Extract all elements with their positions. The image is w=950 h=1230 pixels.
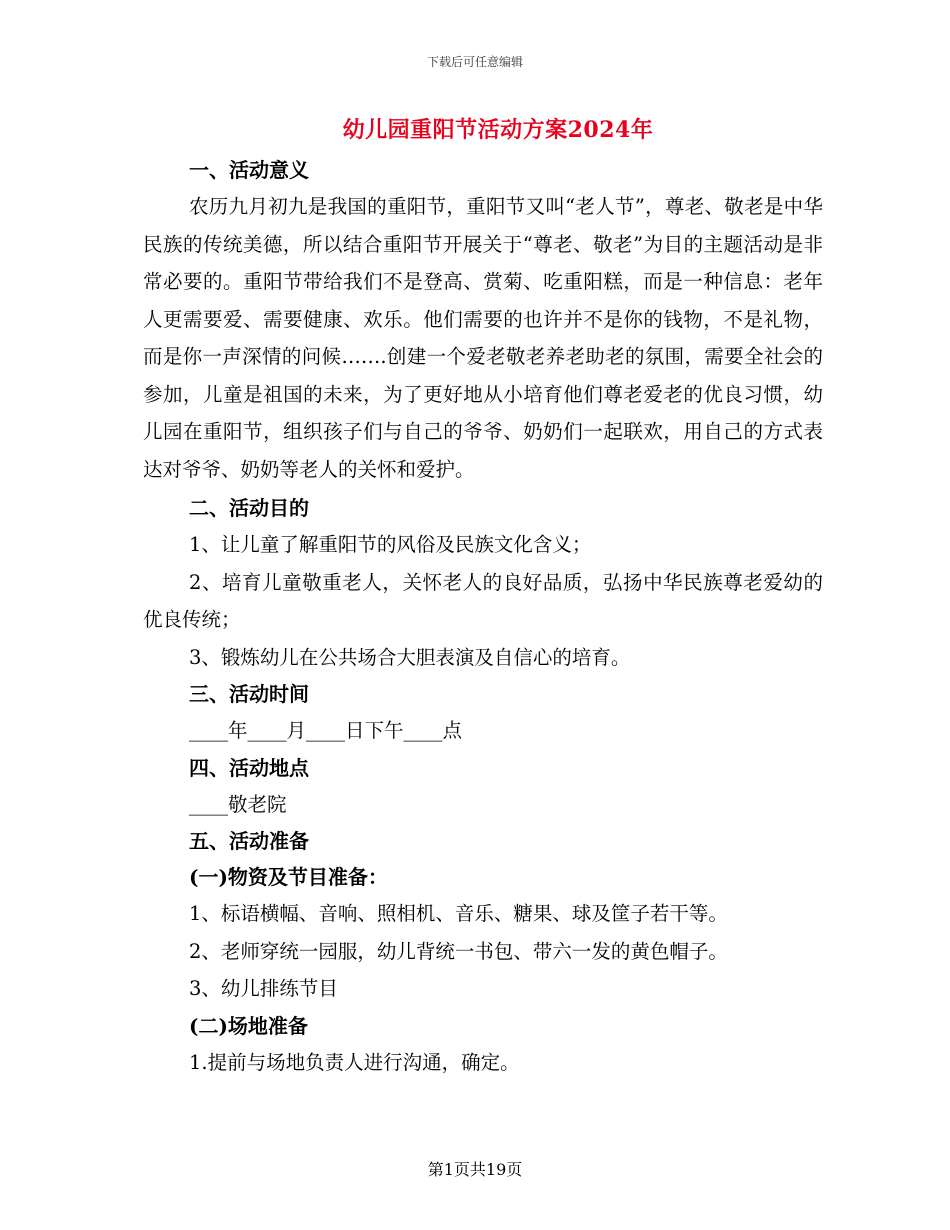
section-heading-significance: 一、活动意义 [189,158,309,182]
materials-item: 2、老师穿统一园服，幼儿背统一书包、带六一发的黄色帽子。 [189,939,728,963]
section-paragraph-significance: 农历九月初九是我国的重阳节，重阳节又叫“老人节”，尊老、敬老是中华民族的传统美德，所以结合重阳节开展关于“尊老、敬老”为目的主题活动是非常必要的。重阳节带给我们不是登高、赏菊、吃重阳糕，而是一种信息：老年人更需要爱、需要健康、欢乐。他们需要的也许并不是你的钱物，不是礼物，而是你一声深情的问候…….创建一个爱老敬老养老助老的氛围，需要全社会的参加，儿童是祖国的未来，为了更好地从小培育他们尊老爱老的优良习惯，幼儿园在重阳节，组织孩子们与自己的爷爷、奶奶们一起联欢，用自己的方式表达对爷爷、奶奶等老人的关怀和爱护。 [143,195,823,481]
materials-item: 1、标语横幅、音响、照相机、音乐、糖果、球及筐子若干等。 [189,902,728,925]
section-heading-purpose: 二、活动目的 [189,496,309,520]
header-note: 下载后可任意编辑 [426,55,523,69]
page-footer: 第1页共19页 [427,1160,523,1179]
materials-item: 3、幼儿排练节目 [189,977,338,1000]
activity-time-line: ____年____月____日下午____点 [189,719,463,742]
purpose-item: 3、锻炼幼儿在公共场合大胆表演及自信心的培育。 [189,645,631,669]
purpose-item: 2、培育儿童敬重老人，关怀老人的良好品质，弘扬中华民族尊老爱幼的优良传统； [143,570,823,631]
subsection-heading-materials: (一)物资及节目准备： [189,865,388,889]
activity-location-line: ____敬老院 [189,792,287,816]
section-heading-location: 四、活动地点 [189,755,309,780]
document-body [143,152,823,1081]
document-title: 幼儿园重阳节活动方案2024年 [342,117,654,143]
section-heading-preparation: 五、活动准备 [189,829,309,853]
section-heading-time: 三、活动时间 [189,682,309,706]
subsection-heading-venue: (二)场地准备 [189,1013,308,1038]
purpose-item: 1、让儿童了解重阳节的风俗及民族文化含义； [189,533,592,556]
venue-item: 1.提前与场地负责人进行沟通，确定。 [189,1050,520,1074]
